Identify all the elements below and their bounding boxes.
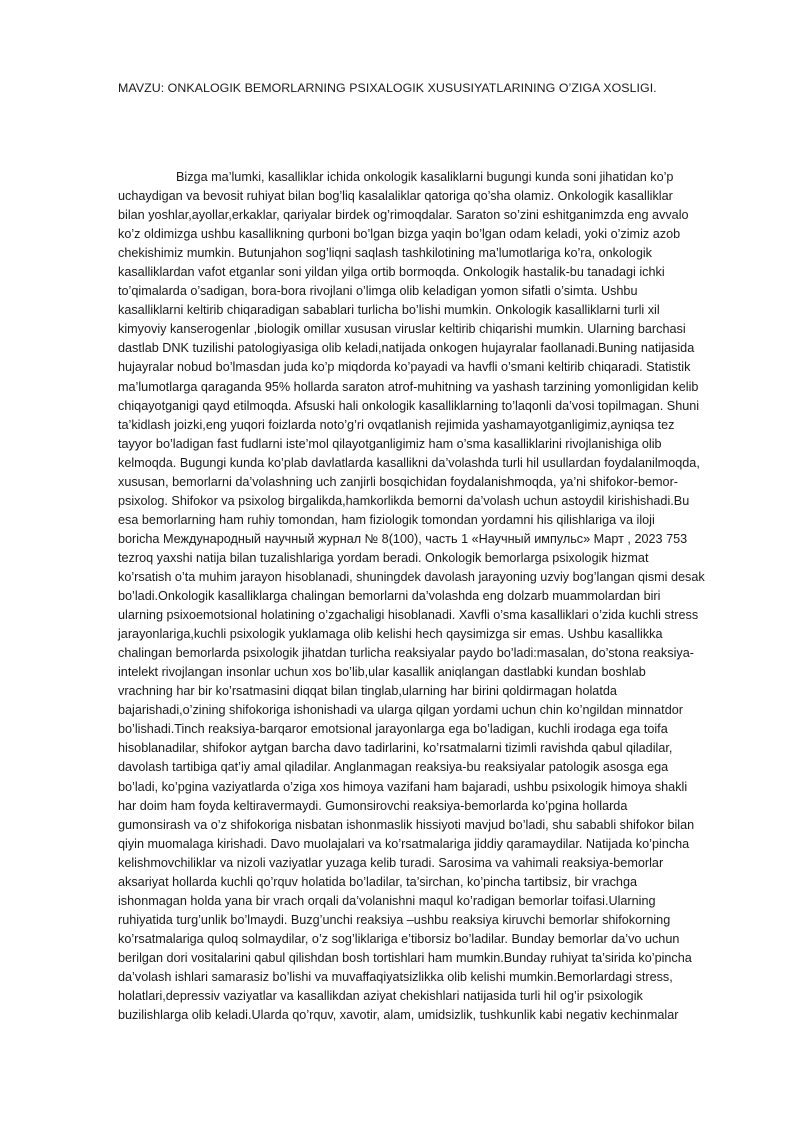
body-text-line: bo’lishadi.Tinch reaksiya-barqaror emotsional jarayonlarga ega bo’ladigan, kuchli irodaga ega toifa xyxy=(118,722,668,737)
body-text-line: ta’kidlash joizki,eng yuqori foizlarda noto’g’ri ovqatlanish rejimida yashamayotganligimiz,ayniqsa tez xyxy=(118,417,675,432)
body-text-line: to’qimalarda o’sadigan, bora-bora rivojlani o’limga olib keladigan yomon sifatli o’simta. Ushbu xyxy=(118,284,638,299)
body-text-line: tayyor bo’ladigan fast fudlarni iste’mol qilayotganligimiz ham o’sma kasalliklarini rivojlanishiga olib xyxy=(118,436,662,451)
body-text-line: chekishimiz mumkin. Butunjahon sog’liqni saqlash tashkilotining ma’lumotlariga ko’ra, onkologik xyxy=(118,246,652,261)
body-text-line: uchaydigan va bevosit ruhiyat bilan bog’liq kasalaliklar qatoriga qo’sha olamiz. Onkologik kasalliklar xyxy=(118,189,673,204)
body-text-line: hisoblanadilar, shifokor aytgan barcha davo tadirlarini, ko’rsatmalarni tizimli ravishda qabul qiladilar, xyxy=(118,741,673,756)
body-text-line: ma’lumotlarga qaraganda 95% hollarda saraton atrof-muhitning va yashash tarzining yomonligidan kelib xyxy=(118,379,699,394)
body-text-line: chiqayotganigi qayd etilmoqda. Afsuski hali onkologik kasalliklarning to’laqonli da’vosi topilmagan. Shuni xyxy=(118,398,700,413)
document-title: MAVZU: ONKALOGIK BEMORLARNING PSIXALOGIK XUSUSIYATLARINING O’ZIGA XOSLIGI. xyxy=(118,81,657,95)
body-text-line: da’volash ishlari samarasiz bo’lishi va muvaffaqiyatsizlikka olib kelishi mumkin.Bemorlardagi stress, xyxy=(118,969,673,984)
body-text-line: Bizga ma’lumki, kasalliklar ichida onkologik kasaliklarni bugungi kunda soni jihatidan ko’p xyxy=(176,170,674,184)
body-text-line: ularning psixoemotsional holatining o’zgachaligi hisoblanadi. Xavfli o’sma kasalliklari o’zida kuchli stress xyxy=(118,608,699,623)
body-text-line: berilgan dori vositalarini qabul qilishdan bosh tortishlari ham mumkin.Bunday ruhiyat ta’sirida ko’pincha xyxy=(118,950,692,965)
body-text-line: kasalliklarni keltirib chiqaradigan sabablari turlicha bo’lishi mumkin. Onkologik kasalliklarni turli xil xyxy=(118,303,660,318)
body-text-line: ko’z oldimizga ushbu kasallikning qurboni bo’lgan bizga yaqin bo’lgan odam keladi, yoki o’zimiz azob xyxy=(118,227,681,242)
body-text-line: qiyin muomalaga kirishadi. Davo muolajalari va ko’rsatmalariga jiddiy qaramaydilar. Natijada ko’pincha xyxy=(118,836,690,851)
body-text-line: bilan yoshlar,ayollar,erkaklar, qariyalar birdek og’rimoqdalar. Saraton so’zini eshitganimzda eng avvalo xyxy=(118,208,689,223)
body-text-line: boricha Международный научный журнал № 8(100), часть 1 «Научный импульс» Март , 2023 753 xyxy=(118,531,688,546)
body-text-line: bo’ladi.Onkologik kasalliklarga chalingan bemorlarni da’volashda eng dolzarb muammolardan biri xyxy=(118,589,661,604)
body-text-line: chalingan bemorlarda psixologik jihatdan turlicha reaksiyalar paydo bo’ladi:masalan, do’stona reaksiya- xyxy=(118,646,694,661)
body-text-line: kelishmovchiliklar va nizoli vaziyatlar yuzaga kelib turadi. Sarosima va vahimali reaksiya-bemorlar xyxy=(118,855,664,870)
body-text-line: davolash tartibiga qat’iy amal qiladilar. Anglanmagan reaksiya-bu reaksiyalar patologik asosga ega xyxy=(118,760,669,775)
body-text-line: ruhiyatida turg’unlik bo’lmaydi. Buzg’unchi reaksiya –ushbu reaksiya kiruvchi bemorlar shifokorning xyxy=(118,912,671,927)
body-text-line: ko’rsatmalariga quloq solmaydilar, o’z sog’liklariga e’tiborsiz bo’ladilar. Bunday bemorlar da’vo uchun xyxy=(118,931,680,946)
body-text-line: ishonmagan holda yana bir vrach orqali da’volanishni maqul ko’radigan bemorlar toifasi.Ularning xyxy=(118,893,656,908)
body-text-line: xususan, bemorlarni da’volashning uch zanjirli bosqichidan foydalanishmoqda, ya’ni shifokor-bemor- xyxy=(118,474,679,489)
body-text-line: buzilishlarga olib keladi.Ularda qo’rquv, xavotir, alam, umidsizlik, tushkunlik kabi negativ kechinmalar xyxy=(118,1008,679,1023)
document-body xyxy=(118,168,744,1025)
body-text-line: tezroq yaxshi natija bilan tuzalishlariga yordam beradi. Onkologik bemorlarga psixologik hizmat xyxy=(118,550,649,565)
body-text-line: ko’rsatish o’ta muhim jarayon hisoblanadi, shuningdek davolash jarayoning uzviy bog’langan qismi desak xyxy=(118,569,705,584)
body-text-line: bo’ladi, ko’pgina vaziyatlarda o’ziga xos himoya vazifani ham bajaradi, ushbu psixologik himoya shakli xyxy=(118,779,688,794)
body-text-line: aksariyat hollarda kuchli qo’rquv holatida bo’ladilar, ta’sirchan, ko’pincha tartibsiz, bir vrachga xyxy=(118,874,638,889)
body-text-line: kelmoqda. Bugungi kunda ko’plab davlatlarda kasallikni da’volashda turli hil usullardan foydalanilmoqda, xyxy=(118,455,700,470)
body-text-line: dastlab DNK tuzilishi patologiyasiga olib keladi,natijada onkogen hujayralar faollanadi.Buning natijasida xyxy=(118,341,695,356)
body-text-line: gumonsirash va o’z shifokoriga nisbatan ishonmaslik hissiyoti mavjud bo’ladi, shu sababli shifokor bilan xyxy=(118,817,695,832)
body-text-line: esa bemorlarning ham ruhiy tomondan, ham fiziologik tomondan yordamni his qilishlariga va iloji xyxy=(118,512,655,527)
body-text-line: intelekt rivojlangan insonlar uchun xos bo’lib,ular kasallik aniqlangan dastlabki kundan boshlab xyxy=(118,665,646,680)
body-text-line: kimyoviy kanserogenlar ,biologik omillar xususan viruslar keltirib chiqarishi mumkin. Ularning barchasi xyxy=(118,322,686,337)
body-text-line: jarayonlariga,kuchli psixologik yuklamaga olib kelishi hech qaysimizga sir emas. Ushbu kasallikka xyxy=(118,627,663,642)
body-text-line: bajarishadi,o’zining shifokoriga ishonishadi va ularga qilgan yordami uchun chin ko’ngildan minnatdor xyxy=(118,703,683,718)
body-text-line: holatlari,depressiv vaziyatlar va kasallikdan aziyat chekishlari natijasida turli hil og’ir psixologik xyxy=(118,989,643,1004)
body-text-line: hujayralar nobud bo’lmasdan juda ko’p miqdorda ko’payadi va havfli o’smani keltirib chiqaradi. Statistik xyxy=(118,360,691,375)
body-text-line: vrachning har bir ko’rsatmasini diqqat bilan tinglab,ularning har birini qoldirmagan holatda xyxy=(118,684,617,699)
body-text-line: har doim ham foyda keltiravermaydi. Gumonsirovchi reaksiya-bemorlarda ko’pgina hollarda xyxy=(118,798,628,813)
body-text-line: kasalliklardan vafot etganlar soni yildan yilga ortib bormoqda. Onkologik hastalik-bu tanadagi ichki xyxy=(118,265,665,280)
body-text-line: psixolog. Shifokor va psixolog birgalikda,hamkorlikda bemorni da’volash uchun astoydil kirishishadi.Bu xyxy=(118,493,690,508)
